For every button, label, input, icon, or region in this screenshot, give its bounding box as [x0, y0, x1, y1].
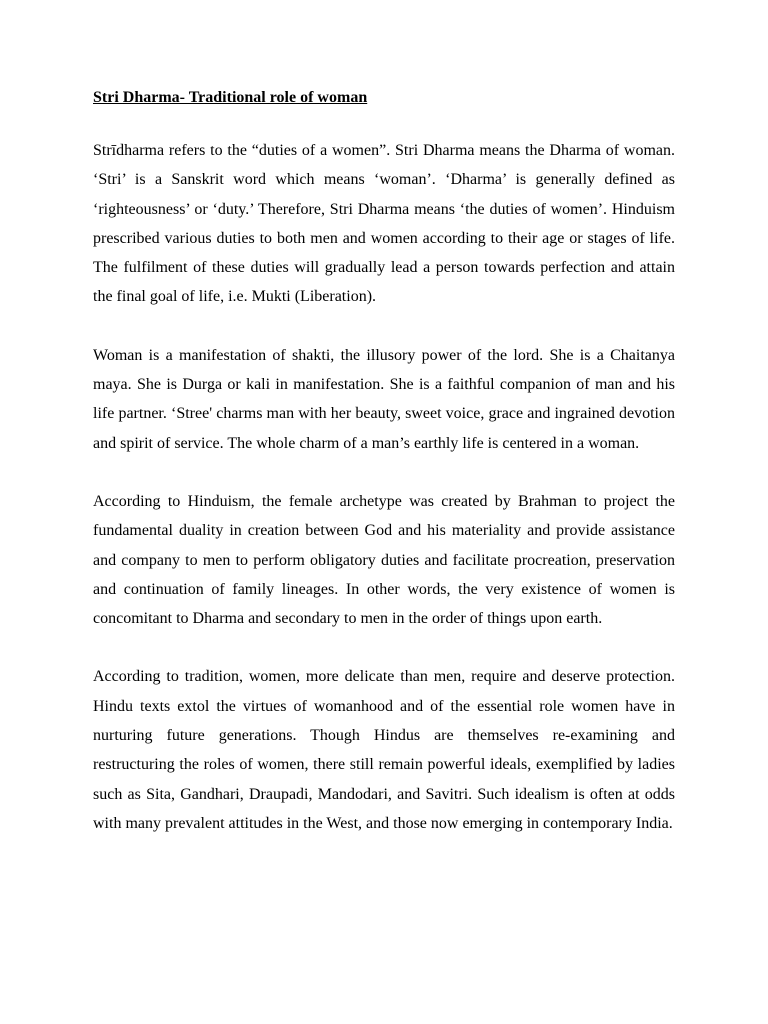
document-body — [93, 88, 675, 838]
document-title: Stri Dharma- Traditional role of woman — [93, 89, 368, 106]
paragraph-female-archetype: According to Hinduism, the female archetype was created by Brahman to project the fundamental duality in creation between God and his materiality and provide assistance and company to men to perform obligatory duties and facilitate procreation, preservation and continuation of family lineages. In other words, the very existence of women is concomitant to Dharma and secondary to men in the order of things upon earth. — [93, 492, 675, 628]
paragraph-tradition-protection: According to tradition, women, more delicate than men, require and deserve protection. Hindu texts extol the virtues of womanhood and of the essential role women have in nurturing future generations. Though Hindus are themselves re-examining and restructuring the roles of women, there still remain powerful ideals, exemplified by ladies such as Sita, Gandhari, Draupadi, Mandodari, and Savitri. Such idealism is often at odds with many prevalent attitudes in the West, and those now emerging in contemporary India. — [93, 668, 675, 832]
paragraph-woman-manifestation: Woman is a manifestation of shakti, the illusory power of the lord. She is a Chaitanya maya. She is Durga or kali in manifestation. She is a faithful companion of man and his life partner. ‘Stree' charms man with her beauty, sweet voice, grace and ingrained devotion and spirit of service. The whole charm of a man’s earthly life is centered in a woman. — [93, 346, 675, 452]
paragraph-stridharma-definition: Strīdharma refers to the “duties of a women”. Stri Dharma means the Dharma of woman. ‘Stri’ is a Sanskrit word which means ‘woman’. ‘Dharma’ is generally defined as ‘righteousness’ or ‘duty.’ Therefore, Stri Dharma means ‘the duties of women’. Hinduism prescribed various duties to both men and women according to their age or stages of life. The fulfilment of these duties will gradually lead a person towards perfection and attain the final goal of life, i.e. Mukti (Liberation). — [93, 142, 675, 306]
